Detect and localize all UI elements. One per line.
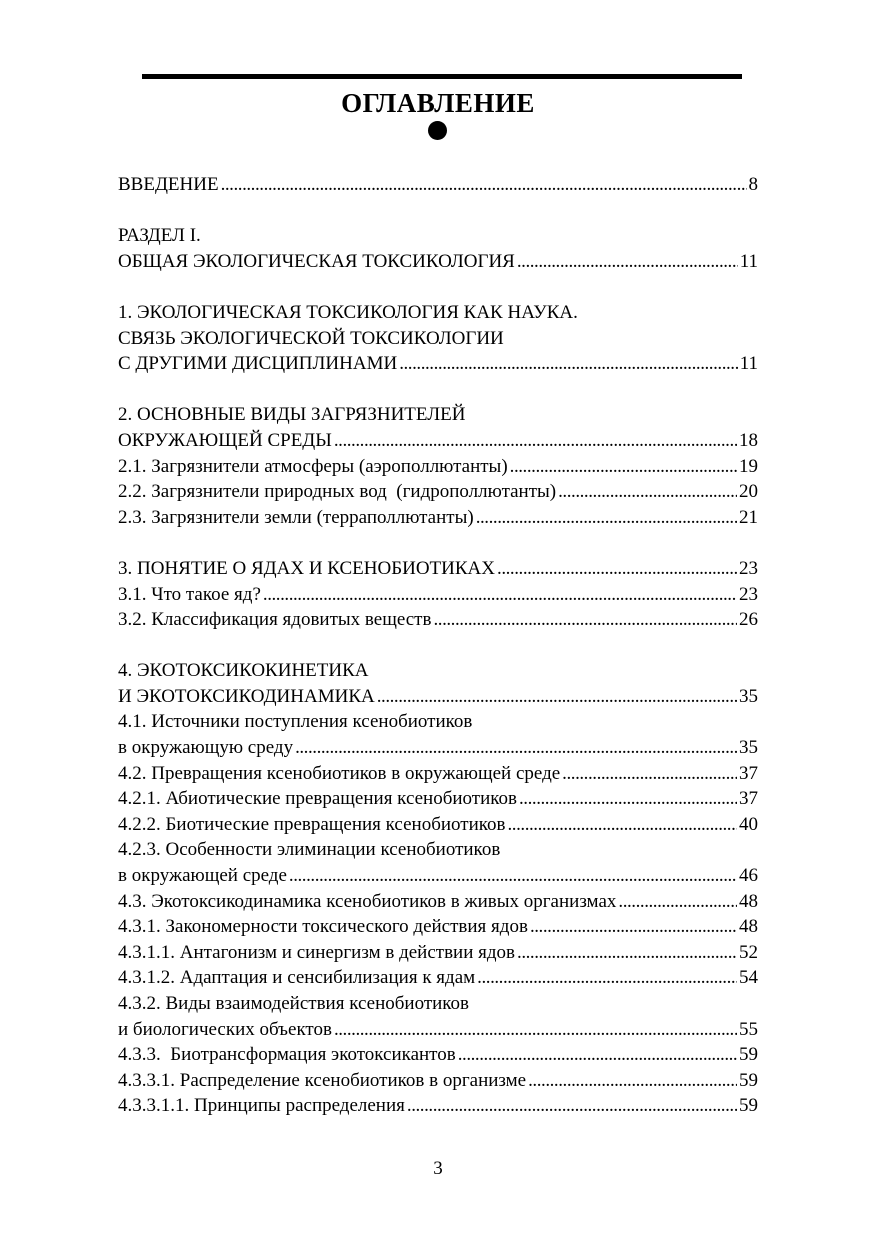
dot-leader — [517, 249, 738, 275]
dot-leader — [497, 556, 737, 582]
toc-entry-title: 4.3. Экотоксикодинамика ксенобиотиков в живых организмах — [118, 890, 617, 912]
toc-entry-page: 11 — [739, 250, 758, 272]
toc-entry-title: ОКРУЖАЮЩЕЙ СРЕДЫ — [118, 429, 332, 451]
toc-entry-page: 46 — [739, 865, 758, 887]
toc-entry-4-3-2[interactable] — [118, 1017, 758, 1043]
toc-entry-chapter-4[interactable] — [118, 684, 758, 710]
toc-entry-page: 11 — [739, 353, 758, 375]
dot-leader — [263, 582, 737, 608]
toc-entry-title: 4.1. Источники поступления ксенобиотиков — [118, 711, 473, 733]
toc-entry-title: С ДРУГИМИ ДИСЦИПЛИНАМИ — [118, 353, 398, 375]
toc-entry-chapter-2[interactable] — [118, 428, 758, 454]
dot-leader — [476, 505, 737, 531]
dot-leader — [517, 940, 737, 966]
toc-entry-title: 4.3.3. Биотрансформация экотоксикантов — [118, 1044, 456, 1066]
toc-entry-page: 54 — [739, 967, 758, 989]
toc-entry-title: в окружающую среду — [118, 737, 294, 759]
toc-entry-page: 18 — [739, 429, 758, 451]
toc-entry-title: СВЯЗЬ ЭКОЛОГИЧЕСКОЙ ТОКСИКОЛОГИИ — [118, 327, 504, 349]
dot-leader — [528, 1068, 737, 1094]
toc-entry-title: 3.1. Что такое яд? — [118, 583, 261, 605]
top-rule — [142, 74, 742, 79]
toc-entry-page: 48 — [739, 916, 758, 938]
toc-entry-section-heading — [118, 223, 758, 249]
toc-entry-chapter-1[interactable] — [118, 351, 758, 377]
dot-leader — [477, 965, 737, 991]
table-of-contents — [118, 172, 758, 1119]
toc-entry-title: 2.2. Загрязнители природных вод (гидрополлютанты) — [118, 481, 557, 503]
toc-entry-page: 23 — [739, 557, 758, 579]
toc-entry-chapter-4-line-1 — [118, 658, 758, 684]
toc-entry-4-3-3[interactable] — [118, 1042, 758, 1068]
toc-entry-title: РАЗДЕЛ I. — [118, 225, 201, 247]
toc-entry-page: 21 — [739, 506, 758, 528]
toc-entry-title: 4.3.3.1. Распределение ксенобиотиков в организме — [118, 1069, 527, 1091]
toc-entry-page: 19 — [739, 455, 758, 477]
dot-leader — [295, 735, 737, 761]
toc-entry-title: 1. ЭКОЛОГИЧЕСКАЯ ТОКСИКОЛОГИЯ КАК НАУКА. — [118, 301, 578, 323]
toc-entry-3-2[interactable] — [118, 607, 758, 633]
dot-leader — [221, 172, 747, 198]
dot-leader — [618, 889, 737, 915]
toc-entry-chapter-2-line-1 — [118, 402, 758, 428]
page-number: 3 — [433, 1158, 443, 1179]
toc-entry-title: ОБЩАЯ ЭКОЛОГИЧЕСКАЯ ТОКСИКОЛОГИЯ — [118, 250, 515, 272]
toc-entry-chapter-1-line-2 — [118, 326, 758, 352]
toc-entry-page: 8 — [748, 174, 758, 195]
toc-entry-page: 35 — [739, 685, 758, 707]
toc-entry-title: ВВЕДЕНИЕ — [118, 174, 219, 195]
dot-leader — [289, 863, 737, 889]
toc-entry-page: 35 — [739, 737, 758, 759]
toc-entry-4-1-line-1 — [118, 709, 758, 735]
toc-entry-title: в окружающей среде — [118, 865, 287, 887]
bullet-icon — [428, 121, 447, 140]
toc-entry-4-3-1-1[interactable] — [118, 940, 758, 966]
toc-entry-3-1[interactable] — [118, 582, 758, 608]
toc-entry-title: 4.2.1. Абиотические превращения ксенобиотиков — [118, 788, 517, 810]
toc-entry-4-3-3-1[interactable] — [118, 1068, 758, 1094]
toc-entry-title: 4. ЭКОТОКСИКОКИНЕТИКА — [118, 660, 369, 682]
toc-entry-title: И ЭКОТОКСИКОДИНАМИКА — [118, 685, 375, 707]
dot-leader — [562, 761, 737, 787]
toc-entry-page: 48 — [739, 890, 758, 912]
toc-entry-title: 4.2. Превращения ксенобиотиков в окружающей среде — [118, 762, 561, 784]
toc-entry-4-3-1-2[interactable] — [118, 965, 758, 991]
toc-entry-4-2[interactable] — [118, 761, 758, 787]
dot-leader — [334, 428, 737, 454]
dot-leader — [530, 914, 737, 940]
toc-entry-page: 37 — [739, 788, 758, 810]
dot-leader — [377, 684, 737, 710]
toc-entry-title: и биологических объектов — [118, 1018, 332, 1040]
toc-entry-4-3-1[interactable] — [118, 914, 758, 940]
dot-leader — [458, 1042, 737, 1068]
toc-entry-2-3[interactable] — [118, 505, 758, 531]
toc-entry-page: 59 — [739, 1044, 758, 1066]
toc-entry-chapter-1-line-1 — [118, 300, 758, 326]
toc-entry-page: 59 — [739, 1095, 758, 1117]
toc-entry-title: 4.3.2. Виды взаимодействия ксенобиотиков — [118, 993, 470, 1014]
toc-entry-title: 3.2. Классификация ядовитых веществ — [118, 609, 432, 631]
dot-leader — [433, 607, 737, 633]
dot-leader — [519, 786, 737, 812]
toc-entry-section-1[interactable] — [118, 249, 758, 275]
toc-entry-title: 4.3.3.1.1. Принципы распределения — [118, 1095, 405, 1117]
toc-entry-title: 4.3.1. Закономерности токсического действия ядов — [118, 916, 528, 938]
toc-entry-4-3-3-1-1[interactable] — [118, 1093, 758, 1119]
toc-entry-title: 2.3. Загрязнители земли (терраполлютанты) — [118, 506, 474, 528]
toc-entry-page: 55 — [739, 1018, 758, 1040]
section-gap — [118, 198, 758, 224]
page-title: ОГЛАВЛЕНИЕ — [341, 88, 535, 118]
toc-entry-page: 59 — [739, 1069, 758, 1091]
toc-entry-4-3-2-line-1 — [118, 991, 758, 1017]
toc-entry-4-2-2[interactable] — [118, 812, 758, 838]
toc-entry-title: 2.1. Загрязнители атмосферы (аэрополлютанты) — [118, 455, 508, 477]
toc-entry-4-1[interactable] — [118, 735, 758, 761]
toc-entry-title: 4.3.1.1. Антагонизм и синергизм в действии ядов — [118, 941, 516, 963]
toc-entry-title: 2. ОСНОВНЫЕ ВИДЫ ЗАГРЯЗНИТЕЛЕЙ — [118, 404, 466, 426]
dot-leader — [334, 1017, 737, 1043]
toc-entry-title: 4.2.3. Особенности элиминации ксенобиотиков — [118, 839, 501, 861]
toc-entry-page: 26 — [739, 609, 758, 631]
toc-entry-title: 4.2.2. Биотические превращения ксенобиотиков — [118, 813, 506, 835]
dot-leader — [508, 812, 738, 838]
section-gap — [118, 530, 758, 556]
dot-leader — [510, 454, 737, 480]
section-gap — [118, 377, 758, 403]
toc-entry-2-2[interactable] — [118, 479, 758, 505]
toc-entry-page: 23 — [739, 583, 758, 605]
section-gap — [118, 274, 758, 300]
toc-entry-4-2-3[interactable] — [118, 863, 758, 889]
toc-entry-chapter-3[interactable] — [118, 556, 758, 582]
toc-entry-page: 20 — [739, 481, 758, 503]
toc-entry-title: 4.3.1.2. Адаптация и сенсибилизация к ядам — [118, 967, 476, 989]
toc-entry-4-2-3-line-1 — [118, 837, 758, 863]
dot-leader — [558, 479, 737, 505]
toc-entry-introduction[interactable] — [118, 172, 758, 198]
dot-leader — [407, 1093, 737, 1119]
toc-entry-page: 52 — [739, 941, 758, 963]
dot-leader — [399, 351, 738, 377]
toc-entry-4-2-1[interactable] — [118, 786, 758, 812]
toc-entry-page: 37 — [739, 762, 758, 784]
toc-entry-title: 3. ПОНЯТИЕ О ЯДАХ И КСЕНОБИОТИКАХ — [118, 557, 496, 579]
toc-entry-2-1[interactable] — [118, 454, 758, 480]
section-gap — [118, 633, 758, 659]
toc-entry-4-3[interactable] — [118, 889, 758, 915]
toc-entry-page: 40 — [739, 813, 758, 835]
